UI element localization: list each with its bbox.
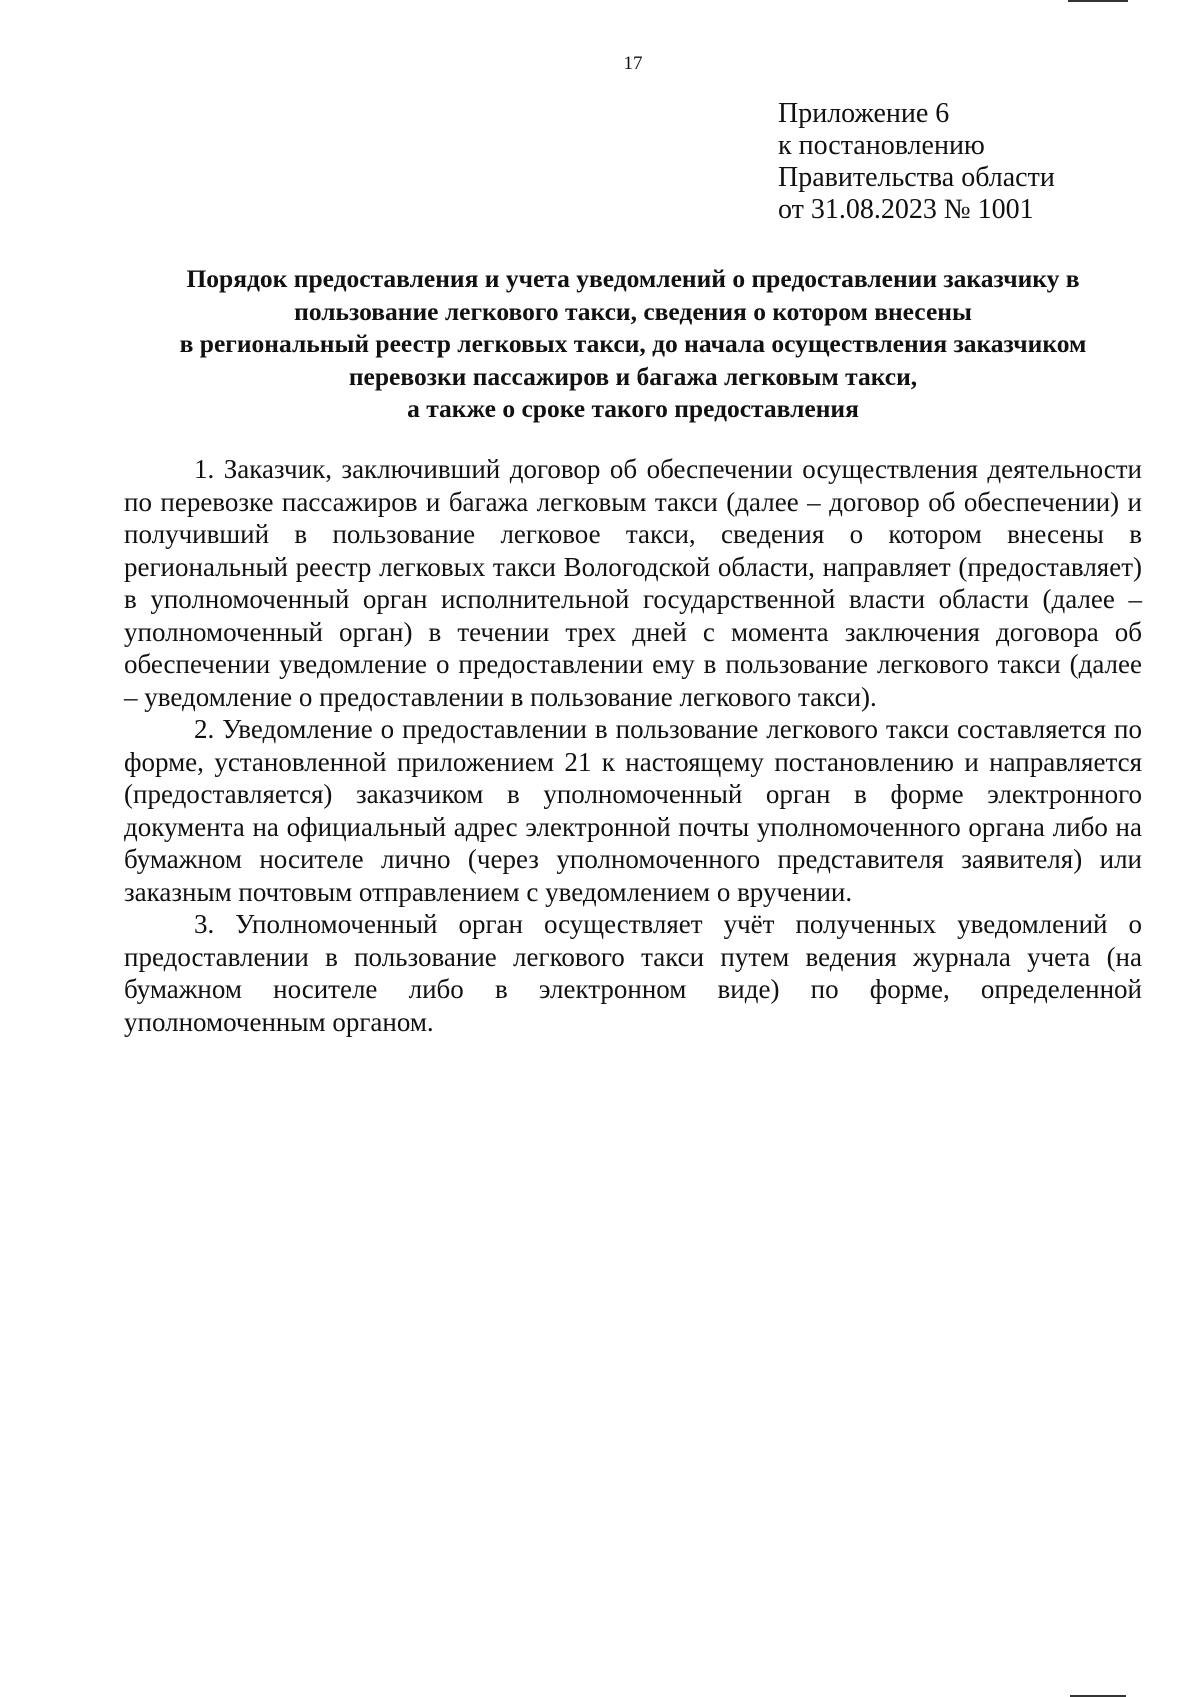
paragraph-3: 3. Уполномоченный орган осуществляет учёт полученных уведомлений о предоставлении в пользование легкового такси путем ведения журнала учета (на бумажном носителе либо в электронном виде) по форме, определенной уполномоченным органом. <box>124 909 1142 1037</box>
title-line: перевозки пассажиров и багажа легковым такси, <box>348 361 918 391</box>
paragraph-2: 2. Уведомление о предоставлении в пользование легкового такси составляется по форме, установленной приложением 21 к настоящему постановлению и направляется (предоставляется) заказчиком в уполномоченный орган в форме электронного документа на официальный адрес электронной почты уполномоченного органа либо на бумажном носителе лично (через уполномоченного представителя заявителя) или заказным почтовым отправлением с уведомлением о вручении. <box>124 714 1142 907</box>
title-line: в региональный реестр легковых такси, до начала осуществления заказчиком <box>179 329 1087 358</box>
title-line: а также о сроке такого предоставления <box>407 394 859 423</box>
appendix-line: к постановлению <box>778 130 985 161</box>
appendix-line: от 31.08.2023 № 1001 <box>778 194 1034 225</box>
document-title <box>124 263 1142 426</box>
title-line: пользование легкового такси, сведения о котором внесены <box>294 296 972 326</box>
title-line: Порядок предоставления и учета уведомлений о предоставлении заказчику в <box>186 264 1080 293</box>
appendix-line: Правительства области <box>778 162 1055 193</box>
appendix-line: Приложение 6 <box>778 98 950 129</box>
document-body <box>124 453 1142 1038</box>
scan-artifact-top <box>1068 0 1128 2</box>
appendix-block <box>778 98 1055 226</box>
page-number: 17 <box>623 53 643 74</box>
paragraph-1: 1. Заказчик, заключивший договор об обеспечении осуществления деятельности по перевозке пассажиров и багажа легковым такси (далее – договор об обеспечении) и получивший в пользование легковое такси, сведения о котором внесены в региональный реестр легковых такси Вологодской области, направляет (предоставляет) в уполномоченный орган исполнительной государственной власти области (далее – уполномоченный орган) в течении трех дней с момента заключения договора об обеспечении уведомление о предоставлении ему в пользование легкового такси (далее – уведомление о предоставлении в пользование легкового такси). <box>124 454 1142 712</box>
